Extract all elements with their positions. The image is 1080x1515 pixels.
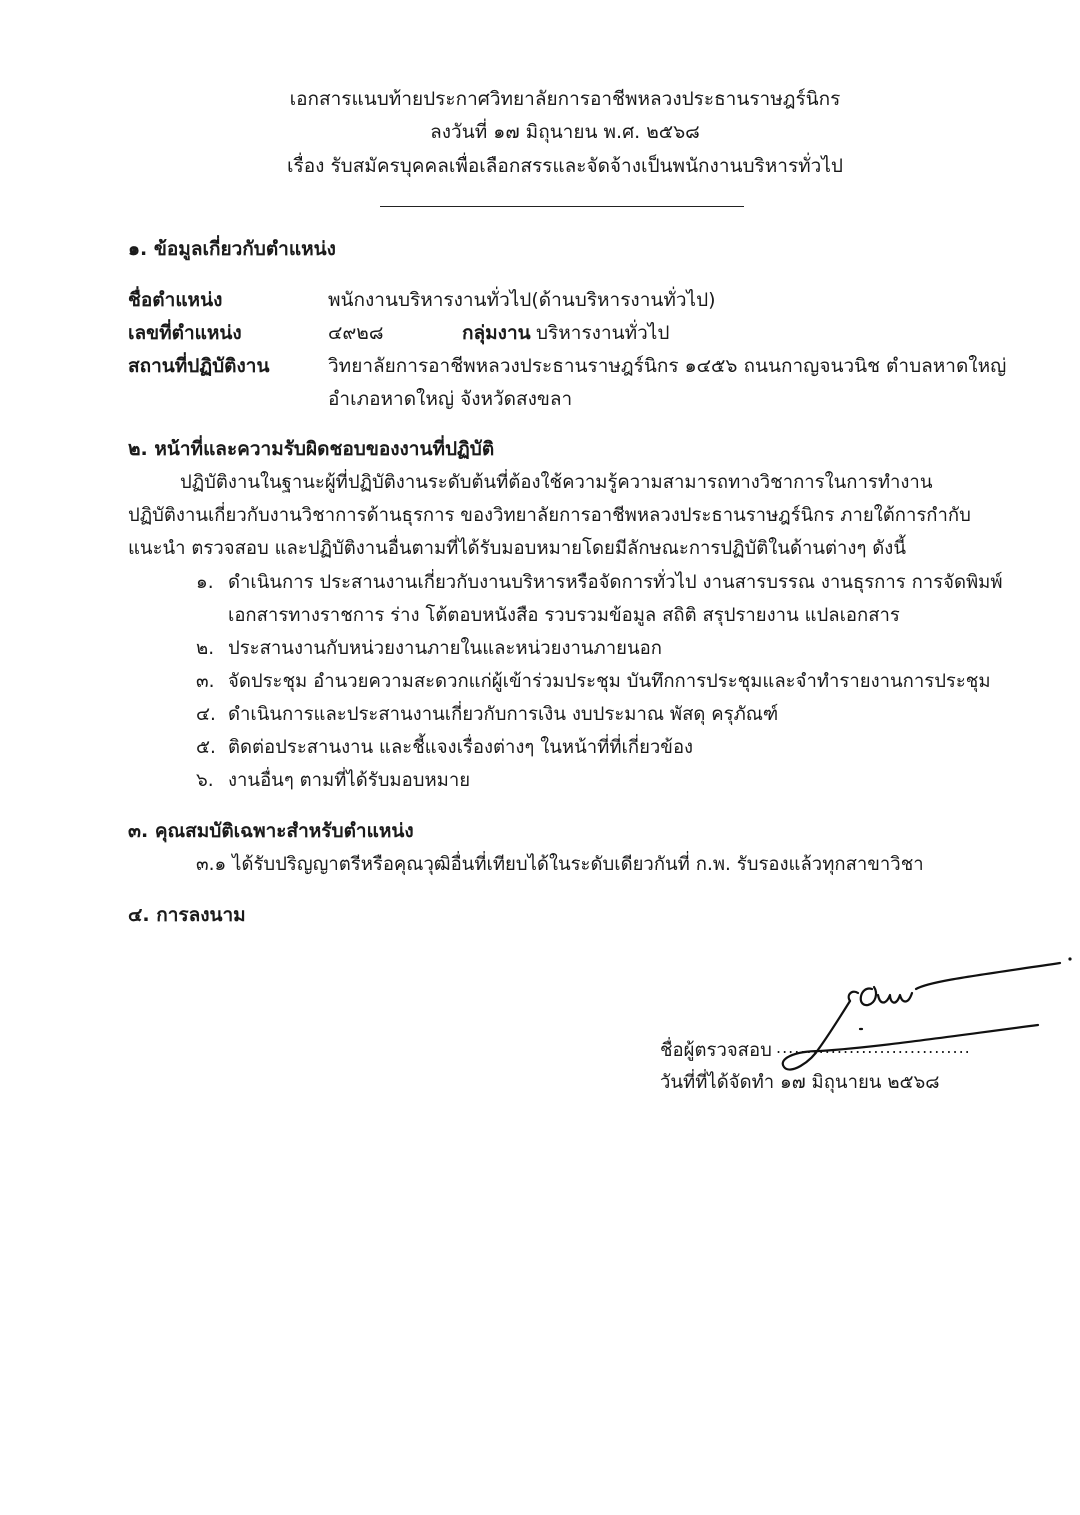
handwritten-signature <box>760 955 1080 1085</box>
duty-item-2: ประสานงานกับหน่วยงานภายในและหน่วยงานภายนอก <box>228 638 662 659</box>
reviewer-label: ชื่อผู้ตรวจสอบ <box>660 1040 772 1061</box>
duty-item-1-line-2: เอกสารทางราชการ ร่าง โต้ตอบหนังสือ รวบรวมข้อมูล สถิติ สรุปรายงาน แปลเอกสาร <box>228 605 900 626</box>
duty-item-1-number: ๑. <box>196 572 214 593</box>
duty-item-5-number: ๕. <box>196 737 216 758</box>
duty-item-5: ติดต่อประสานงาน และชี้แจงเรื่องต่างๆ ในหน้าที่ที่เกี่ยวข้อง <box>228 737 694 758</box>
prepared-date-label: วันที่ที่ได้จัดทำ <box>660 1072 775 1093</box>
prepared-date-value: ๑๗ มิถุนายน ๒๕๖๘ <box>780 1072 940 1093</box>
duty-item-3-number: ๓. <box>196 671 215 692</box>
header-line-3: เรื่อง รับสมัครบุคคลเพื่อเลือกสรรและจัดจ้างเป็นพนักงานบริหารทั่วไป <box>287 155 843 177</box>
duties-paragraph-line-1: ปฏิบัติงานในฐานะผู้ที่ปฏิบัติงานระดับต้นที่ต้องใช้ความรู้ความสามารถทางวิชาการในการทำงาน <box>180 472 933 493</box>
header-line-2: ลงวันที่ ๑๗ มิถุนายน พ.ศ. ๒๕๖๘ <box>430 121 700 143</box>
duty-item-1-line-1: ดำเนินการ ประสานงานเกี่ยวกับงานบริหารหรือจัดการทั่วไป งานสารบรรณ งานธุรการ การจัดพิมพ์ <box>228 572 1003 593</box>
position-number-label: เลขที่ตำแหน่ง <box>128 322 242 344</box>
duty-item-4-number: ๔. <box>196 704 216 725</box>
duty-item-3: จัดประชุม อำนวยความสะดวกแก่ผู้เข้าร่วมประชุม บันทึกการประชุมและจำทำรายงานการประชุม <box>228 671 991 692</box>
header-line-1: เอกสารแนบท้ายประกาศวิทยาลัยการอาชีพหลวงประธานราษฎร์นิกร <box>289 88 841 110</box>
work-group-label: กลุ่มงาน <box>462 322 531 344</box>
section-3-heading: ๓. คุณสมบัติเฉพาะสำหรับตำแหน่ง <box>128 820 414 842</box>
signature-dot <box>1068 957 1071 960</box>
duty-item-2-number: ๒. <box>196 638 215 659</box>
workplace-line-2: อำเภอหาดใหญ่ จังหวัดสงขลา <box>328 388 573 410</box>
work-group-value: บริหารงานทั่วไป <box>536 322 670 344</box>
qualification-item: ๓.๑ ได้รับปริญญาตรีหรือคุณวุฒิอื่นที่เทียบได้ในระดับเดียวกันที่ ก.พ. รับรองแล้วทุกสาขาวิชา <box>196 854 924 875</box>
duty-item-6: งานอื่นๆ ตามที่ได้รับมอบหมาย <box>228 770 471 791</box>
workplace-label: สถานที่ปฏิบัติงาน <box>128 355 270 377</box>
reviewer-dotted-line: ................................ <box>776 1038 971 1057</box>
section-1-heading: ๑. ข้อมูลเกี่ยวกับตำแหน่ง <box>128 238 336 260</box>
section-4-heading: ๔. การลงนาม <box>128 904 246 926</box>
duties-paragraph-line-3: แนะนำ ตรวจสอบ และปฏิบัติงานอื่นตามที่ได้รับมอบหมายโดยมีลักษณะการปฏิบัติในด้านต่างๆ ดังนี้ <box>128 538 906 559</box>
duty-item-4: ดำเนินการและประสานงานเกี่ยวกับการเงิน งบประมาณ พัสดุ ครุภัณฑ์ <box>228 704 779 725</box>
position-number-value: ๔๙๒๘ <box>328 322 384 344</box>
header-divider <box>380 206 744 207</box>
section-2-heading: ๒. หน้าที่และความรับผิดชอบของงานที่ปฏิบัติ <box>128 438 495 460</box>
duty-item-6-number: ๖. <box>196 770 214 791</box>
position-value: พนักงานบริหารงานทั่วไป(ด้านบริหารงานทั่วไป) <box>328 289 716 311</box>
position-label: ชื่อตำแหน่ง <box>128 289 223 311</box>
workplace-line-1: วิทยาลัยการอาชีพหลวงประธานราษฎร์นิกร ๑๔๕๖ ถนนกาญจนวนิช ตำบลหาดใหญ่ <box>328 355 1007 377</box>
duties-paragraph-line-2: ปฏิบัติงานเกี่ยวกับงานวิชาการด้านธุรการ ของวิทยาลัยการอาชีพหลวงประธานราษฎร์นิกร ภายใต้การกำกับ <box>128 505 971 526</box>
